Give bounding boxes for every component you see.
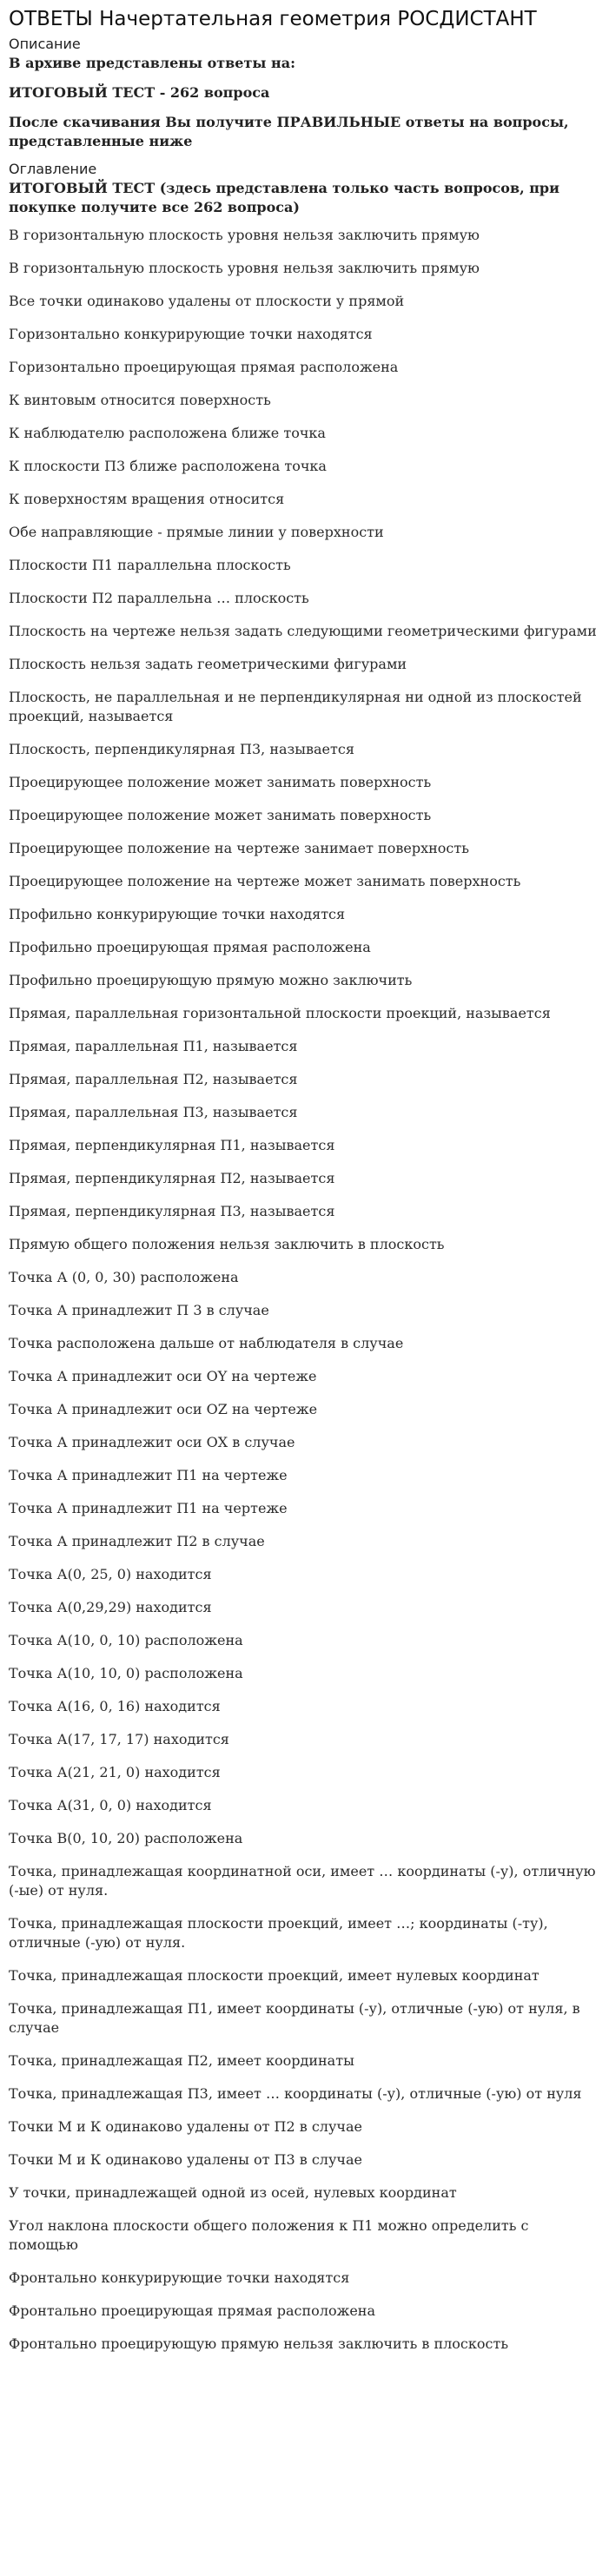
question-item[interactable]: Точка А(10, 0, 10) расположена [9,1632,243,1648]
question-item[interactable]: Точка А принадлежит П2 в случае [9,1533,265,1549]
question-item[interactable]: Плоскость, перпендикулярная П3, называется [9,741,354,757]
question-item[interactable]: Точка А принадлежит П1 на чертеже [9,1467,288,1483]
question-item[interactable]: Горизонтально проецирующая прямая расположена [9,359,399,375]
question-item[interactable]: Угол наклона плоскости общего положения к П1 можно определить с помощью [9,2217,529,2253]
question-item[interactable]: Профильно конкурирующие точки находятся [9,906,346,922]
question-item[interactable]: Фронтально проецирующую прямую нельзя заключить в плоскость [9,2335,509,2352]
question-item[interactable]: Прямая, параллельная П3, называется [9,1104,298,1120]
question-item[interactable]: Плоскости П2 параллельна … плоскость [9,590,309,606]
question-item[interactable]: Обе направляющие - прямые линии у поверхности [9,524,384,540]
question-item[interactable]: Точка А принадлежит оси ОХ в случае [9,1434,295,1450]
question-item[interactable]: Точка, принадлежащая плоскости проекций, имеет нулевых координат [9,1967,539,1984]
question-item[interactable]: К винтовым относится поверхность [9,392,271,408]
question-item[interactable]: К поверхностям вращения относится [9,491,285,507]
question-item[interactable]: Точки М и К одинаково удалены от П2 в случае [9,2118,362,2135]
question-item[interactable]: Проецирующее положение может занимать поверхность [9,774,432,790]
question-item[interactable]: К плоскости П3 ближе расположена точка [9,458,327,474]
toc-label: Оглавление [9,161,97,177]
question-item[interactable]: Точка А принадлежит оси OY на чертеже [9,1368,317,1384]
question-item[interactable]: Плоскость на чертеже нельзя задать следующими геометрическими фигурами [9,623,597,639]
question-item[interactable]: Точка А принадлежит П 3 в случае [9,1302,269,1318]
question-item[interactable]: Точка, принадлежащая П2, имеет координаты [9,2052,354,2069]
question-item[interactable]: В горизонтальную плоскость уровня нельзя заключить прямую [9,260,480,276]
question-item[interactable]: Прямая, параллельная П1, называется [9,1038,298,1054]
question-item[interactable]: Проецирующее положение может занимать поверхность [9,807,432,823]
description-line-archive: В архиве представлены ответы на: [9,55,295,71]
question-item[interactable]: Прямая, параллельная П2, называется [9,1071,298,1087]
question-item[interactable]: Точка А(31, 0, 0) находится [9,1797,212,1813]
question-item[interactable]: Прямая, параллельная горизонтальной плоскости проекций, называется [9,1005,551,1021]
page-title: ОТВЕТЫ Начертательная геометрия РОСДИСТАНТ [9,8,537,30]
question-item[interactable]: Точка А(16, 0, 16) находится [9,1698,221,1714]
question-item[interactable]: Точка расположена дальше от наблюдателя в случае [9,1335,404,1351]
description-line-download: После скачивания Вы получите ПРАВИЛЬНЫЕ ответы на вопросы, представленные ниже [9,114,569,149]
question-item[interactable]: Проецирующее положение на чертеже занимает поверхность [9,840,469,856]
question-item[interactable]: Точка А(17, 17, 17) находится [9,1731,229,1747]
description-line-test: ИТОГОВЫЙ ТЕСТ - 262 вопроса [9,84,270,101]
question-item[interactable]: Профильно проецирующую прямую можно заключить [9,972,413,988]
question-item[interactable]: Точка А(10, 10, 0) расположена [9,1665,243,1681]
toc-heading[interactable]: ИТОГОВЫЙ ТЕСТ (здесь представлена только часть вопросов, при покупке получите все 262 вопроса) [9,180,559,215]
question-item[interactable]: В горизонтальную плоскость уровня нельзя заключить прямую [9,227,480,243]
question-item[interactable]: Точка А принадлежит оси OZ на чертеже [9,1401,318,1417]
question-item[interactable]: Все точки одинаково удалены от плоскости у прямой [9,293,405,309]
question-item[interactable]: Точка А(0, 25, 0) находится [9,1566,212,1582]
question-item[interactable]: Прямую общего положения нельзя заключить в плоскость [9,1236,445,1252]
question-item[interactable]: Проецирующее положение на чертеже может занимать поверхность [9,873,521,889]
question-item[interactable]: Фронтально конкурирующие точки находятся [9,2269,350,2286]
question-item[interactable]: Фронтально проецирующая прямая расположена [9,2302,375,2319]
question-item[interactable]: Точка, принадлежащая плоскости проекций, имеет …; координаты (-ту), отличные (-ую) от нуля. [9,1915,548,1951]
question-item[interactable]: Точка, принадлежащая П3, имеет … координаты (-у), отличные (-ую) от нуля [9,2085,582,2102]
question-item[interactable]: Точки М и К одинаково удалены от П3 в случае [9,2151,362,2168]
question-item[interactable]: Профильно проецирующая прямая расположена [9,939,371,955]
question-item[interactable]: Плоскость, не параллельная и не перпендикулярная ни одной из плоскостей проекций, называется [9,689,582,724]
question-item[interactable]: Точка А (0, 0, 30) расположена [9,1269,239,1285]
question-item[interactable]: Плоскости П1 параллельна плоскость [9,557,291,573]
question-item[interactable]: Точка В(0, 10, 20) расположена [9,1830,243,1846]
question-item[interactable]: Точка, принадлежащая координатной оси, имеет … координаты (-у), отличную (-ые) от нуля. [9,1863,596,1899]
question-item[interactable]: Прямая, перпендикулярная П1, называется [9,1137,335,1153]
question-item[interactable]: У точки, принадлежащей одной из осей, нулевых координат [9,2184,457,2201]
description-label: Описание [9,36,81,52]
question-item[interactable]: Прямая, перпендикулярная П3, называется [9,1203,335,1219]
question-item[interactable]: Точка А(21, 21, 0) находится [9,1764,221,1780]
question-item[interactable]: Плоскость нельзя задать геометрическими фигурами [9,656,407,672]
question-list [9,226,609,2354]
question-item[interactable]: Точка А принадлежит П1 на чертеже [9,1500,288,1516]
question-item[interactable]: Прямая, перпендикулярная П2, называется [9,1170,335,1186]
question-item[interactable]: К наблюдателю расположена ближе точка [9,425,326,441]
question-item[interactable]: Точка, принадлежащая П1, имеет координаты (-у), отличные (-ую) от нуля, в случае [9,2000,580,2036]
question-item[interactable]: Горизонтально конкурирующие точки находятся [9,326,373,342]
question-item[interactable]: Точка А(0,29,29) находится [9,1599,212,1615]
